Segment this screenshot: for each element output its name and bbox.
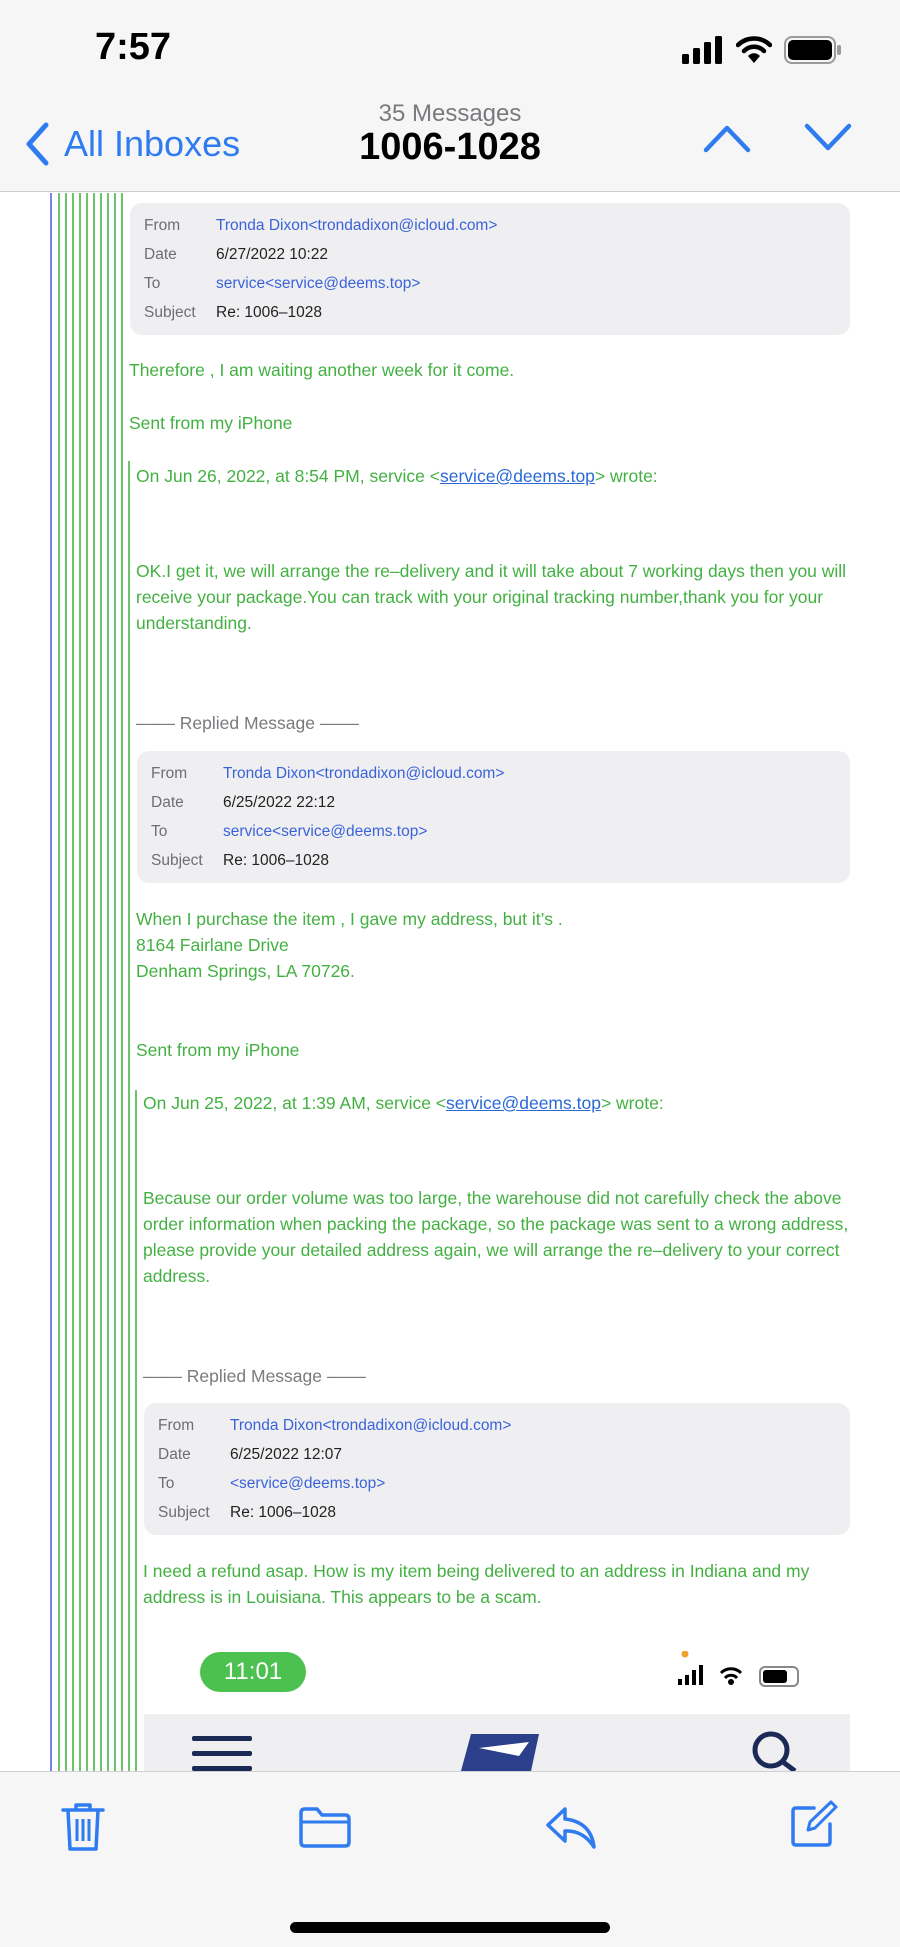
to-label: To: [144, 275, 161, 292]
home-indicator[interactable]: [290, 1922, 610, 1933]
usps-logo-icon: [459, 1726, 549, 1771]
subject-value: Re: 1006–1028: [223, 852, 330, 869]
subject-value: Re: 1006–1028: [216, 304, 323, 321]
wifi-icon: [736, 36, 772, 64]
date-value: 6/25/2022 22:12: [223, 794, 336, 811]
from-value[interactable]: Tronda Dixon<trondadixon@icloud.com>: [223, 765, 505, 782]
quote-line: [114, 193, 116, 1771]
attribution-email-link[interactable]: service@deems.top: [440, 466, 595, 486]
embedded-status-icons: [678, 1651, 808, 1691]
quote-line: [72, 193, 74, 1771]
header-date-row: [144, 246, 328, 264]
thread-title: 1006-1028: [359, 126, 541, 168]
next-message-button[interactable]: [804, 122, 852, 159]
quote-attribution: [136, 463, 658, 489]
header-from-row: [158, 1417, 511, 1435]
embedded-app-header: [144, 1714, 850, 1771]
address-line: Denham Springs, LA 70726.: [136, 961, 355, 981]
nav-bar: [0, 100, 900, 192]
previous-message-button[interactable]: [703, 122, 751, 159]
chevron-up-icon: [703, 122, 751, 154]
signature-text: Sent from my iPhone: [129, 413, 293, 433]
quote-line: [135, 1090, 137, 1771]
embedded-status-time: 11:01: [200, 1652, 306, 1692]
message-text: I need a refund asap. How is my item being delivered to an address in Indiana and my address is in Louisiana. This appears to be a scam.: [143, 1561, 810, 1607]
message-header: [137, 751, 850, 883]
from-value[interactable]: Tronda Dixon<trondadixon@icloud.com>: [216, 217, 498, 234]
header-date-row: [151, 794, 335, 812]
message-text: When I purchase the item , I gave my address, but it’s .: [136, 909, 563, 929]
quoted-message-text: OK.I get it, we will arrange the re–delivery and it will take about 7 working days then you will receive your package.You can track with your original tracking number,thank you for your understanding.: [136, 561, 847, 633]
quote-attribution: [143, 1090, 664, 1116]
date-label: Date: [158, 1446, 191, 1463]
quote-line: [107, 193, 109, 1771]
move-to-folder-button[interactable]: [298, 1806, 352, 1853]
subject-label: Subject: [144, 304, 196, 321]
status-bar: [0, 0, 900, 100]
header-from-row: [151, 765, 504, 783]
from-label: From: [144, 217, 181, 234]
folder-icon: [298, 1806, 352, 1848]
signature-text: Sent from my iPhone: [136, 1040, 300, 1060]
status-time: 7:57: [95, 26, 172, 68]
replied-message-divider: –––– Replied Message ––––: [143, 1366, 366, 1386]
menu-icon: [192, 1736, 252, 1771]
replied-message-divider: –––– Replied Message ––––: [136, 713, 359, 733]
to-value[interactable]: service<service@deems.top>: [223, 823, 428, 840]
quoted-message-text: Because our order volume was too large, the warehouse did not carefully check the above order information when packing the package, so the package was sent to a wrong address, please provide your detailed address again, we will arrange the re–delivery to your correct address.: [143, 1188, 849, 1286]
quote-line: [93, 193, 95, 1771]
compose-icon: [790, 1800, 838, 1848]
address-line: 8164 Fairlane Drive: [136, 935, 289, 955]
date-value: 6/25/2022 12:07: [230, 1446, 343, 1463]
search-icon: [751, 1730, 799, 1771]
header-date-row: [158, 1446, 342, 1464]
header-subject-row: [151, 852, 329, 870]
trash-icon: [61, 1802, 105, 1852]
to-label: To: [151, 823, 168, 840]
date-label: Date: [151, 794, 184, 811]
attribution-email-link[interactable]: service@deems.top: [446, 1093, 601, 1113]
header-to-row: [144, 275, 420, 293]
header-to-row: [158, 1475, 385, 1493]
header-to-row: [151, 823, 427, 841]
reply-icon: [545, 1806, 597, 1850]
message-text: Therefore , I am waiting another week for it come.: [129, 360, 515, 380]
header-subject-row: [144, 304, 322, 322]
from-label: From: [151, 765, 188, 782]
to-value[interactable]: <service@deems.top>: [230, 1475, 386, 1492]
message-header: [144, 1403, 850, 1535]
attribution-prefix: On Jun 25, 2022, at 1:39 AM, service <: [143, 1093, 447, 1113]
header-from-row: [144, 217, 497, 235]
header-subject-row: [158, 1504, 336, 1522]
from-label: From: [158, 1417, 195, 1434]
quote-line: [128, 461, 130, 1771]
quote-line: [50, 193, 52, 1771]
from-value[interactable]: Tronda Dixon<trondadixon@icloud.com>: [230, 1417, 512, 1434]
to-label: To: [158, 1475, 175, 1492]
to-value[interactable]: service<service@deems.top>: [216, 275, 421, 292]
subject-label: Subject: [158, 1504, 210, 1521]
subject-label: Subject: [151, 852, 203, 869]
quote-line: [65, 193, 67, 1771]
chevron-left-icon: [24, 122, 50, 166]
message-header: [130, 203, 850, 335]
reply-button[interactable]: [545, 1806, 597, 1855]
compose-button[interactable]: [790, 1800, 838, 1853]
quote-line: [58, 193, 60, 1771]
bottom-toolbar: [0, 1771, 900, 1947]
signal-icon: [682, 36, 724, 64]
subject-value: Re: 1006–1028: [230, 1504, 337, 1521]
message-content[interactable]: [0, 193, 900, 1771]
battery-icon: [784, 36, 842, 64]
message-count: 35 Messages: [378, 100, 522, 127]
back-button[interactable]: [24, 122, 240, 166]
chevron-down-icon: [804, 122, 852, 154]
status-icons: [682, 36, 842, 64]
quote-line: [86, 193, 88, 1771]
quote-line: [100, 193, 102, 1771]
date-label: Date: [144, 246, 177, 263]
attribution-suffix: > wrote:: [600, 1093, 664, 1113]
attribution-suffix: > wrote:: [594, 466, 658, 486]
date-value: 6/27/2022 10:22: [216, 246, 329, 263]
back-label: All Inboxes: [64, 123, 241, 164]
quote-line: [121, 193, 123, 1771]
attribution-prefix: On Jun 26, 2022, at 8:54 PM, service <: [136, 466, 440, 486]
delete-button[interactable]: [61, 1802, 105, 1857]
quote-line: [79, 193, 81, 1771]
